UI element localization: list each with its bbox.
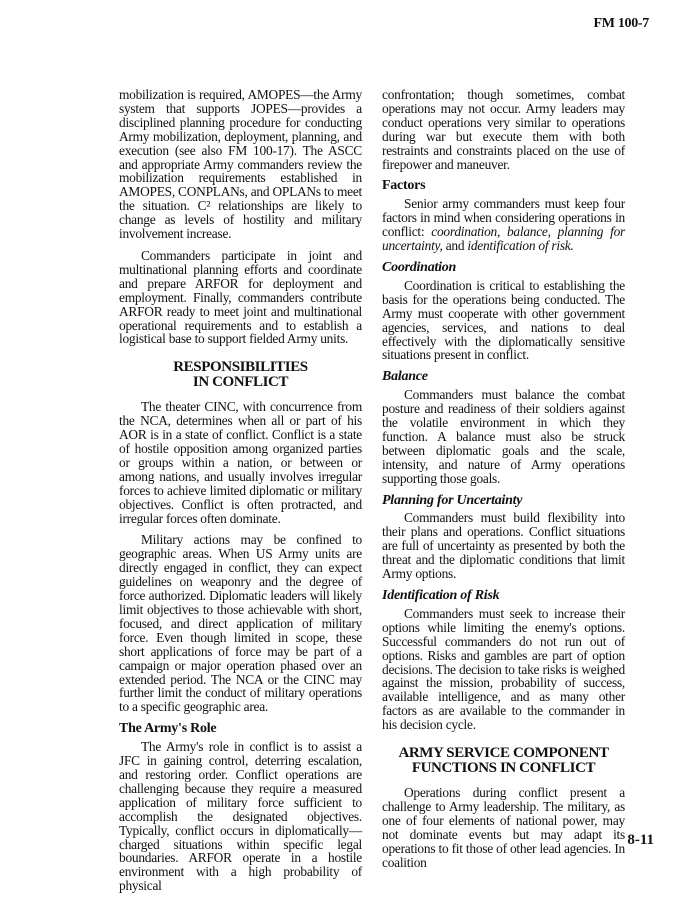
right-column: [382, 88, 625, 878]
paragraph: The Army's role in conflict is to assist a JFC in gaining control, deterring escalation, and restoring order. Conflict operations are challenging because they require a measured application of military force sufficient to accomplish the designated objectives. Typically, conflict occurs in diplomatically—charged situations within specific legal boundaries. ARFOR operate in a hostile environment with a high probability of physical: [119, 739, 362, 894]
paragraph-factors: [382, 197, 625, 253]
page-number: 8-11: [627, 832, 654, 848]
paragraph: mobilization is required, AMOPES—the Army system that supports JOPES—provides a disciplined planning procedure for conducting Army mobilization, deployment, planning, and execution (see also FM 100-17). The ASCC and appropriate Army commanders review the mobilization requirements established in AMOPES, CONPLANs, and OPLANs to meet the situation. C² relationships are likely to change as levels of hostility and military involvement increase.: [119, 87, 362, 242]
paragraph: Commanders must build flexibility into their plans and operations. Conflict situations are full of uncertainty as presented by both the threat and the diplomatic conditions that limit Army options.: [382, 510, 625, 582]
section-heading-army-service-component: [382, 746, 625, 776]
factors-and: and: [442, 238, 468, 254]
subheading-coordination: Coordination: [382, 259, 457, 275]
subheading-identification-of-risk: Identification of Risk: [382, 588, 500, 603]
factors-intro: Senior army commanders must keep four factors in mind when considering operations in conflict:: [382, 196, 625, 240]
section-heading-responsibilities: [119, 360, 362, 390]
paragraph: Commanders must seek to increase their options while limiting the enemy's options. Successful commanders do not run out of options. Risks and gambles are part of option decisions. The decision to take risks is weighed against the mission, probability of success, available intelligence, and as many other factors as are available to the commander in his decision cycle.: [382, 605, 625, 733]
left-column: [119, 88, 362, 901]
paragraph: Commanders must balance the combat posture and readiness of their soldiers against the volatile environment in which they function. A balance must also be struck between diplomatic goals and the scale, intensity, and nature of Army operations supporting those goals.: [382, 387, 625, 486]
subheading-planning-for-uncertainty: Planning for Uncertainty: [382, 492, 523, 508]
paragraph: Military actions may be confined to geographic areas. When US Army units are directly engaged in conflict, they can expect guidelines on weaponry and the degree of force authorized. Diplomatic leaders will likely limit objectives to those achievable with short, focused, and direct application of military force. Even though limited in scope, these short applications of force may be part of a campaign or major operation phased over an extended period. The NCA or the CINC may further limit the conduct of military operations to a specific geographic area.: [119, 532, 362, 715]
factors-list: coordination, balance, planning for uncertainty,: [382, 224, 625, 254]
subheading-armys-role: The Army's Role: [119, 721, 217, 737]
paragraph: Commanders participate in joint and multinational planning efforts and coordinate and prepare ARFOR for deployment and employment. Finally, commanders contribute ARFOR ready to meet joint and multinational operational requirements and to establish a logistical base to support fielded Army units.: [119, 247, 362, 347]
heading-line: ARMY SERVICE COMPONENT: [398, 745, 609, 762]
heading-line: FUNCTIONS IN CONFLICT: [411, 760, 596, 777]
paragraph: Coordination is critical to establishing the basis for the operations being conducted. The Army must cooperate with other government agencies, services, and nations to deal effectively with the diplomatically sensitive situations present in conflict.: [382, 277, 625, 363]
page-header: FM 100-7: [593, 16, 649, 31]
factors-last: identification of risk.: [467, 238, 574, 254]
subheading-balance: Balance: [382, 369, 428, 385]
heading-line: IN CONFLICT: [192, 374, 289, 391]
paragraph: Operations during conflict present a challenge to Army leadership. The military, as one of four elements of national power, may not dominate events but may adapt its operations to fit those of other lead agencies. In coalition: [382, 785, 625, 870]
paragraph: confrontation; though sometimes, combat operations may not occur. Army leaders may conduct operations very similar to operations during war but execute them with both restraints and constraints placed on the use of firepower and maneuver.: [382, 87, 625, 172]
subheading-factors: Factors: [382, 178, 426, 194]
paragraph: The theater CINC, with concurrence from the NCA, determines when all or part of his AOR is in a state of conflict. Conflict is a state of hostile opposition among organized parties or groups within a nation, or between or among nations, and usually involves irregular forces to achieve limited diplomatic or military objectives. Conflict is often protracted, and irregular forces often dominate.: [119, 399, 362, 526]
heading-line: RESPONSIBILITIES: [173, 359, 308, 376]
